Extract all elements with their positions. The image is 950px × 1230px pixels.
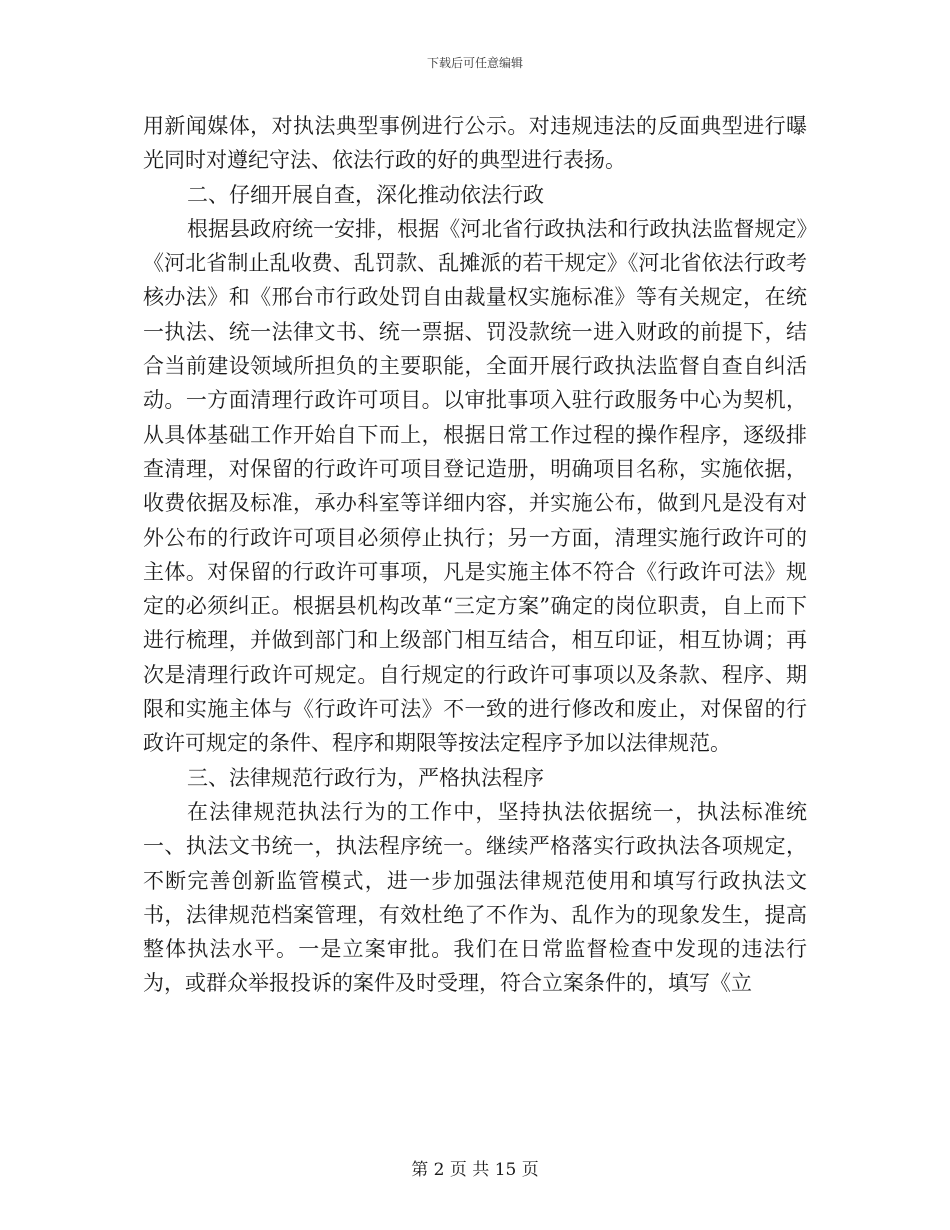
page-header: 下载后可任意编辑 bbox=[426, 56, 523, 70]
paragraph-self-inspection: 根据县政府统一安排，根据《河北省行政执法和行政执法监督规定》《河北省制止乱收费、乱罚款、乱摊派的若干规定》《河北省依法行政考核办法》和《邢台市行政处罚自由裁量权实施标准》等有关规定，在统一执法、统一法律文书、统一票据、罚没款统一进入财政的前提下，结合当前建设领域所担负的主要职能，全面开展行政执法监督自查自纠活动。一方面清理行政许可项目。以审批事项入驻行政服务中心为契机，从具体基础工作开始自下而上，根据日常工作过程的操作程序，逐级排查清理，对保留的行政许可项目登记造册，明确项目名称，实施依据，收费依据及标准，承办科室等详细内容，并实施公布，做到凡是没有对外公布的行政许可项目必须停止执行；另一方面，清理实施行政许可的主体。对保留的行政许可事项，凡是实施主体不符合《行政许可法》规定的必须纠正。根据县机构改革“三定方案”确定的岗位职责，自上而下进行梳理，并做到部门和上级部门相互结合，相互印证，相互协调；再次是清理行政许可规定。自行规定的行政许可事项以及条款、程序、期限和实施主体与《行政许可法》不一致的进行修改和废止，对保留的行政许可规定的条件、程序和期限等按法定程序予加以法律规范。 bbox=[143, 216, 807, 756]
paragraph-continuation: 用新闻媒体，对执法典型事例进行公示。对违规违法的反面典型进行曝光同时对遵纪守法、依法行政的好的典型进行表扬。 bbox=[143, 114, 807, 173]
document-body bbox=[143, 109, 807, 1001]
page-number: 第 2 页 共 15 页 bbox=[411, 1160, 539, 1180]
section-heading-2: 二、仔细开展自查，深化推动依法行政 bbox=[187, 182, 544, 207]
section-heading-3: 三、法律规范行政行为，严格执法程序 bbox=[187, 765, 544, 790]
paragraph-enforcement: 在法律规范执法行为的工作中，坚持执法依据统一，执法标准统一、执法文书统一，执法程序统一。继续严格落实行政执法各项规定，不断完善创新监管模式，进一步加强法律规范使用和填写行政执法文书，法律规范档案管理，有效杜绝了不作为、乱作为的现象发生，提高整体执法水平。一是立案审批。我们在日常监督检查中发现的违法行为，或群众举报投诉的案件及时受理，符合立案条件的，填写《立 bbox=[143, 799, 807, 996]
